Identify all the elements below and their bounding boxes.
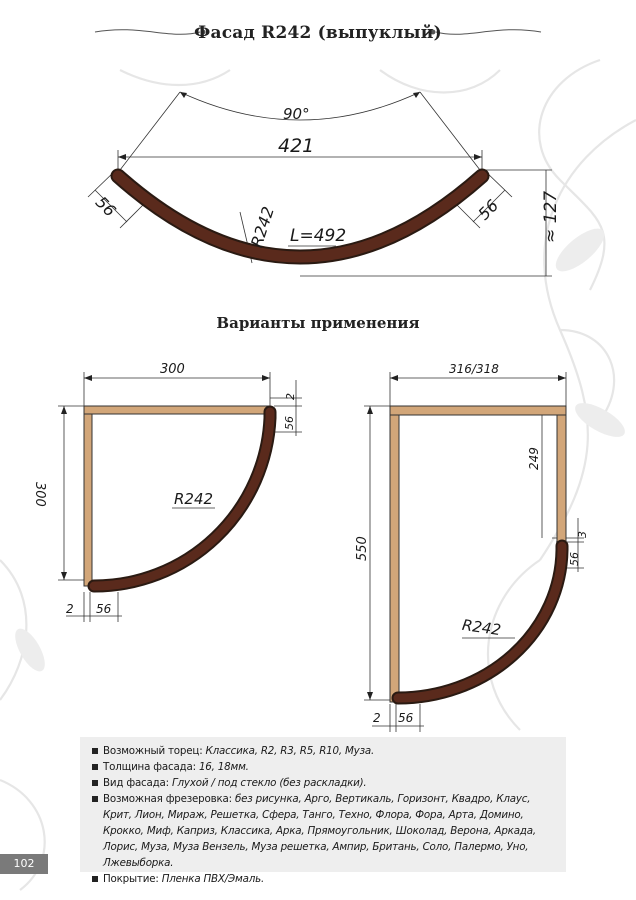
section-subtitle: Варианты применения	[216, 314, 420, 332]
specification-box	[80, 737, 566, 885]
bottom-depth-label: 56	[96, 602, 112, 616]
angle-label: 90°	[283, 105, 310, 123]
width-label: 300	[160, 362, 185, 377]
extension-line	[420, 92, 480, 170]
spec-item: Толщина фасада: 16, 18мм.	[92, 759, 556, 775]
height-label: 300	[32, 482, 47, 507]
upper-label: 249	[527, 447, 541, 470]
side-panel	[390, 406, 399, 702]
top-panel	[390, 406, 566, 415]
left-depth-label: 56	[91, 192, 120, 221]
page-title: Фасад R242 (выпуклый)	[194, 23, 442, 43]
gap-label: 3	[576, 531, 589, 538]
spec-item: Вид фасада: Глухой / под стекло (без раскладки).	[92, 775, 556, 791]
top-gap-label: 2	[284, 393, 297, 400]
bottom-gap-label: 2	[373, 711, 381, 725]
bottom-gap-label: 2	[66, 602, 74, 616]
page-number: 102	[0, 854, 48, 874]
right-depth-label: 56	[474, 195, 503, 224]
bottom-depth-label: 56	[398, 711, 414, 725]
top-depth-label: 56	[283, 416, 296, 430]
radius-label: R242	[246, 204, 278, 250]
height-label: 550	[355, 536, 370, 561]
spec-item: Возможный торец: Классика, R2, R3, R5, R10, Муза.	[92, 743, 556, 759]
spec-item: Возможная фрезеровка: без рисунка, Арго, Вертикаль, Горизонт, Квадро, Клаус, Крит, Лион, Мираж, Решетка, Сфера, Танго, Техно, Флора, Фора, Арта, Домино, Крокко, Миф, Каприз, Классика, Арка, Прямоугольник, Шоколад, Верона, Аркада, Лорис, Муза, Муза Вензель, Муза решетка, Ампир, Британь, Соло, Палермо, Уно, Лжевыборка.	[92, 791, 556, 871]
width-label: 421	[278, 135, 315, 157]
radius-label: R242	[460, 615, 503, 640]
depth-label: 56	[568, 552, 581, 566]
spec-item: Покрытие: Пленка ПВХ/Эмаль.	[92, 871, 556, 887]
extension-line	[120, 92, 180, 170]
arc-length-label: L=492	[290, 226, 347, 246]
radius-label: R242	[174, 490, 214, 508]
variant-2-drawing	[0, 340, 636, 750]
right-panel	[557, 415, 566, 543]
top-profile-drawing	[0, 0, 636, 300]
height-label: ≈ 127	[541, 190, 561, 243]
width-label: 316/318	[449, 362, 499, 376]
